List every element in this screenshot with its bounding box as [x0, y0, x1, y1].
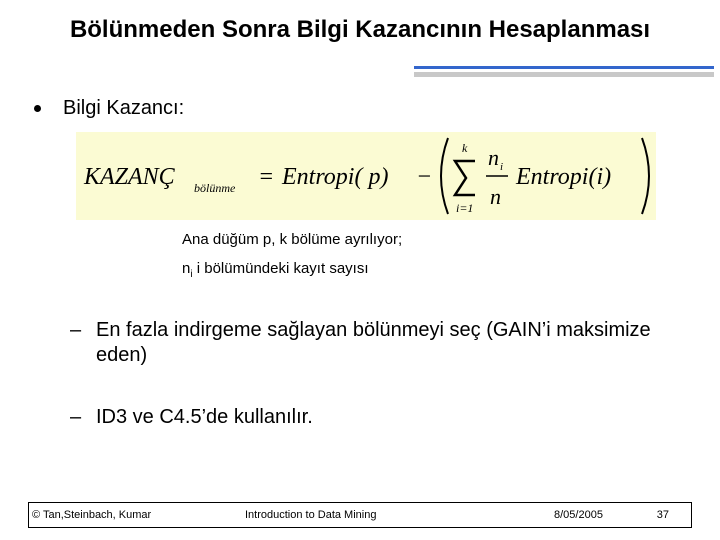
footer-course: Introduction to Data Mining [245, 509, 377, 521]
slide-title: Bölünmeden Sonra Bilgi Kazancının Hesaplanması [69, 16, 651, 43]
note-var: n [182, 260, 191, 277]
dash-symbol: – [70, 319, 82, 341]
title-rule-blue [414, 66, 714, 69]
sigma-icon [455, 161, 475, 195]
sum-upper-limit: k [462, 141, 468, 155]
dash-item-1 [70, 318, 690, 368]
note-line-1: Ana düğüm p, k bölüme ayrılıyor; [182, 231, 403, 248]
note-line-2 [182, 260, 369, 280]
formula-lhs: KAZANÇ [84, 164, 175, 190]
footer-date: 8/05/2005 [554, 509, 603, 521]
slide-footer [28, 502, 692, 528]
fraction-numerator-sub: i [500, 161, 504, 173]
footer-copyright: © Tan,Steinbach, Kumar [32, 509, 152, 521]
gain-formula [76, 132, 656, 220]
dash-item-2 [70, 405, 313, 430]
formula-equals: = [258, 164, 275, 190]
formula-lhs-sub: bölünme [194, 181, 236, 195]
bullet-dot-icon [34, 105, 41, 112]
fraction-denominator: n [490, 184, 501, 209]
fraction-numerator: n [488, 145, 499, 170]
right-paren-icon [642, 138, 649, 214]
note-var-sub: i [190, 269, 193, 280]
title-rule-gray [414, 72, 714, 77]
footer-page-number: 37 [656, 509, 669, 521]
dash-text-1: En fazla indirgeme sağlayan bölünmeyi seç (GAIN’i maksimize eden) [96, 319, 651, 366]
dash-symbol: – [70, 406, 82, 428]
formula-term1: Entropi( p) [282, 164, 389, 190]
sum-lower-limit: i=1 [456, 201, 474, 215]
formula-minus: − [416, 164, 433, 190]
dash-text-2: ID3 ve C4.5’de kullanılır. [96, 406, 313, 428]
left-paren-icon [441, 138, 448, 214]
note-rest: i bölümündeki kayıt sayısı [192, 260, 369, 277]
formula-box [76, 132, 656, 220]
formula-term2: Entropi(i) [516, 164, 612, 190]
bullet-item [34, 96, 184, 120]
bullet-text: Bilgi Kazancı: [63, 96, 185, 119]
